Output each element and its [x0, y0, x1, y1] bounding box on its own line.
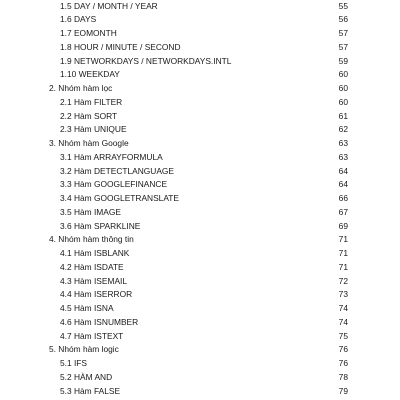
- toc-entry-title: 4.3 Hàm ISEMAIL: [60, 275, 128, 286]
- toc-page-number: 75: [338, 330, 348, 341]
- toc-subsection: [0, 275, 400, 288]
- toc-subsection: [0, 247, 400, 260]
- toc-page-number: 72: [338, 275, 348, 286]
- toc-subsection: [0, 151, 400, 164]
- toc-entry-title: 1.7 EOMONTH: [60, 28, 117, 38]
- toc-entry-title: 1.10 WEEKDAY: [60, 69, 120, 80]
- toc-page-number: 79: [338, 385, 348, 396]
- toc-page-number: 63: [338, 151, 348, 162]
- toc-entry-title: 2.1 Hàm FILTER: [60, 96, 123, 107]
- toc-page-number: 76: [338, 358, 348, 368]
- toc-entry-title: 4.1 Hàm ISBLANK: [60, 248, 130, 258]
- toc-subsection: [0, 110, 400, 123]
- toc-subsection: [0, 220, 400, 233]
- toc-subsection: [0, 261, 400, 274]
- toc-entry-title: 3.4 Hàm GOOGLETRANSLATE: [60, 193, 179, 203]
- toc-entry-title: 3.3 Hàm GOOGLEFINANCE: [60, 179, 168, 190]
- toc-subsection: [0, 371, 400, 384]
- toc-subsection: [0, 206, 400, 219]
- toc-entry-title: 5. Nhóm hàm logic: [49, 344, 119, 355]
- toc-page-number: 69: [338, 220, 348, 231]
- toc-page-number: 76: [338, 344, 348, 355]
- toc-subsection: [0, 330, 400, 343]
- toc-page-number: 73: [338, 289, 348, 300]
- toc-subsection: [0, 288, 400, 301]
- toc-entry-title: 5.3 Hàm FALSE: [60, 385, 121, 396]
- toc-subsection: [0, 316, 400, 329]
- toc-section: [0, 137, 400, 150]
- toc-page-number: 56: [338, 14, 348, 25]
- toc-page-number: 74: [338, 316, 348, 327]
- toc-page-number: 61: [338, 110, 348, 121]
- toc-subsection: [0, 0, 400, 13]
- toc-entry-title: 2.3 Hàm UNIQUE: [60, 124, 127, 135]
- toc-entry-title: 4.7 Hàm ISTEXT: [60, 330, 124, 341]
- toc-page-number: 62: [338, 124, 348, 135]
- toc-subsection: [0, 385, 400, 398]
- toc-entry-title: 1.9 NETWORKDAYS / NETWORKDAYS.INTL: [60, 55, 232, 66]
- toc-subsection: [0, 96, 400, 109]
- toc-page-number: 64: [338, 179, 348, 190]
- toc-entry-title: 3.1 Hàm ARRAYFORMULA: [60, 151, 163, 162]
- toc-entry-title: 1.5 DAY / MONTH / YEAR: [60, 0, 158, 11]
- toc-page-number: 71: [338, 248, 348, 258]
- toc-page-number: 71: [338, 261, 348, 272]
- toc-entry-title: 1.8 HOUR / MINUTE / SECOND: [60, 41, 181, 52]
- toc-subsection: [0, 178, 400, 191]
- toc-entry-title: 4.4 Hàm ISERROR: [60, 289, 133, 300]
- toc-page-number: 57: [338, 41, 348, 52]
- toc-subsection: [0, 27, 400, 40]
- toc-entry-title: 5.2 HÀM AND: [60, 371, 113, 382]
- toc-subsection: [0, 55, 400, 68]
- toc-page-number: 60: [338, 69, 348, 80]
- toc-subsection: [0, 192, 400, 205]
- toc-page-number: 59: [338, 55, 348, 66]
- toc-page-number: 60: [338, 96, 348, 107]
- toc-entry-title: 3.6 Hàm SPARKLINE: [60, 220, 141, 231]
- toc-page-number: 71: [338, 234, 348, 245]
- toc-subsection: [0, 13, 400, 26]
- toc-entry-title: 1.6 DAYS: [60, 14, 97, 25]
- toc-entry-title: 2.2 Hàm SORT: [60, 110, 118, 121]
- toc-page-number: 63: [338, 138, 348, 148]
- toc-subsection: [0, 41, 400, 54]
- toc-subsection: [0, 302, 400, 315]
- toc-page-number: 74: [338, 303, 348, 313]
- toc-subsection: [0, 165, 400, 178]
- toc-section: [0, 343, 400, 356]
- toc-page-number: 60: [338, 83, 348, 93]
- toc-page-number: 66: [338, 193, 348, 203]
- toc-page-number: 57: [338, 28, 348, 38]
- toc-entry-title: 2. Nhóm hàm lọc: [49, 83, 113, 93]
- toc-page-number: 64: [338, 165, 348, 176]
- toc-section: [0, 82, 400, 95]
- toc-entry-title: 4.5 Hàm ISNA: [60, 303, 114, 313]
- toc-entry-title: 4.6 Hàm ISNUMBER: [60, 316, 139, 327]
- toc-entry-title: 4.2 Hàm ISDATE: [60, 261, 124, 272]
- toc-subsection: [0, 123, 400, 136]
- toc-subsection: [0, 357, 400, 370]
- toc-entry-title: 3.2 Hàm DETECTLANGUAGE: [60, 165, 175, 176]
- toc-page-number: 55: [338, 0, 348, 11]
- toc-entry-title: 4. Nhóm hàm thông tin: [49, 234, 134, 245]
- toc-subsection: [0, 68, 400, 81]
- toc-section: [0, 233, 400, 246]
- toc-entry-title: 3. Nhóm hàm Google: [49, 138, 129, 148]
- toc-entry-title: 3.5 Hàm IMAGE: [60, 206, 121, 217]
- toc-page-number: 78: [338, 371, 348, 382]
- toc-page-number: 67: [338, 206, 348, 217]
- toc-entry-title: 5.1 IFS: [60, 358, 87, 368]
